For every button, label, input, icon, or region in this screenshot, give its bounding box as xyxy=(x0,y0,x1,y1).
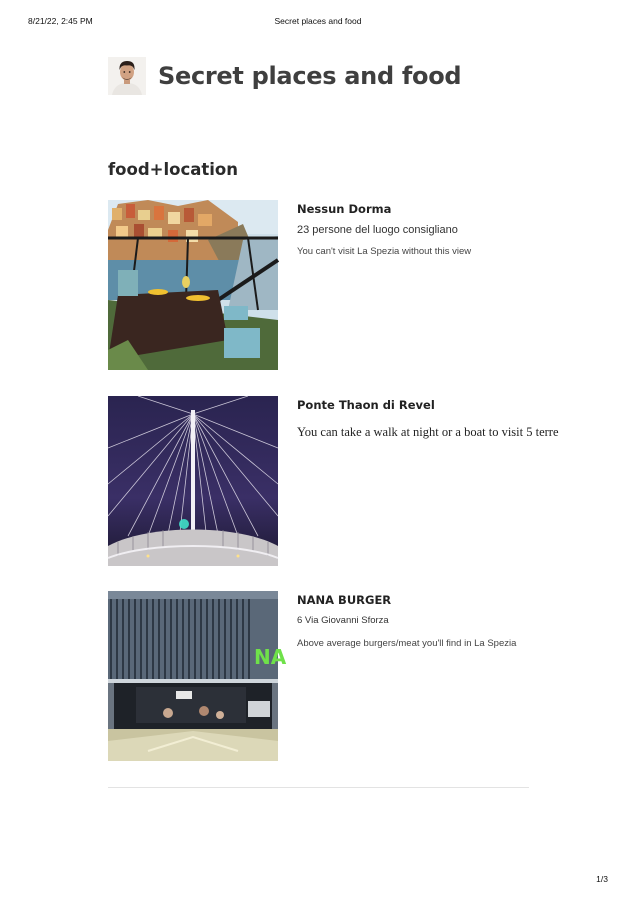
person-avatar-icon xyxy=(108,57,146,95)
site-header xyxy=(108,56,461,96)
place-name[interactable]: Nessun Dorma xyxy=(297,202,392,216)
site-title: Secret places and food xyxy=(158,62,462,90)
place-description: You can't visit La Spezia without this view xyxy=(297,246,472,257)
cable-bridge-night-photo xyxy=(108,396,278,566)
card-info xyxy=(297,202,597,267)
place-photo[interactable] xyxy=(108,200,278,370)
section-title: food+location xyxy=(108,160,239,179)
divider xyxy=(108,787,529,788)
nana-sign: NA xyxy=(254,645,287,669)
place-name[interactable]: NANA BURGER xyxy=(297,593,392,607)
print-title: Secret places and food xyxy=(274,16,362,26)
restaurant-storefront-photo xyxy=(108,591,287,761)
place-address: 6 Via Giovanni Sforza xyxy=(297,615,389,626)
place-card-ponte-thaon-di-revel[interactable] xyxy=(108,396,559,566)
place-card-nessun-dorma[interactable] xyxy=(108,200,548,370)
cinque-terre-terrace-photo xyxy=(108,200,278,370)
avatar[interactable] xyxy=(108,57,146,95)
place-photo[interactable] xyxy=(108,396,278,566)
card-info xyxy=(297,593,597,659)
place-name[interactable]: Ponte Thaon di Revel xyxy=(297,398,435,412)
card-info xyxy=(297,398,597,452)
page-number: 1/3 xyxy=(596,874,608,884)
print-header xyxy=(0,16,636,28)
place-description: Above average burgers/meat you'll find in La Spezia xyxy=(297,638,517,649)
place-photo[interactable] xyxy=(108,591,287,761)
print-date: 8/21/22, 2:45 PM xyxy=(28,16,93,26)
place-description: You can take a walk at night or a boat to visit 5 terre xyxy=(297,424,559,439)
place-card-nana-burger[interactable] xyxy=(108,591,548,761)
place-recommendations: 23 persone del luogo consigliano xyxy=(297,224,458,236)
